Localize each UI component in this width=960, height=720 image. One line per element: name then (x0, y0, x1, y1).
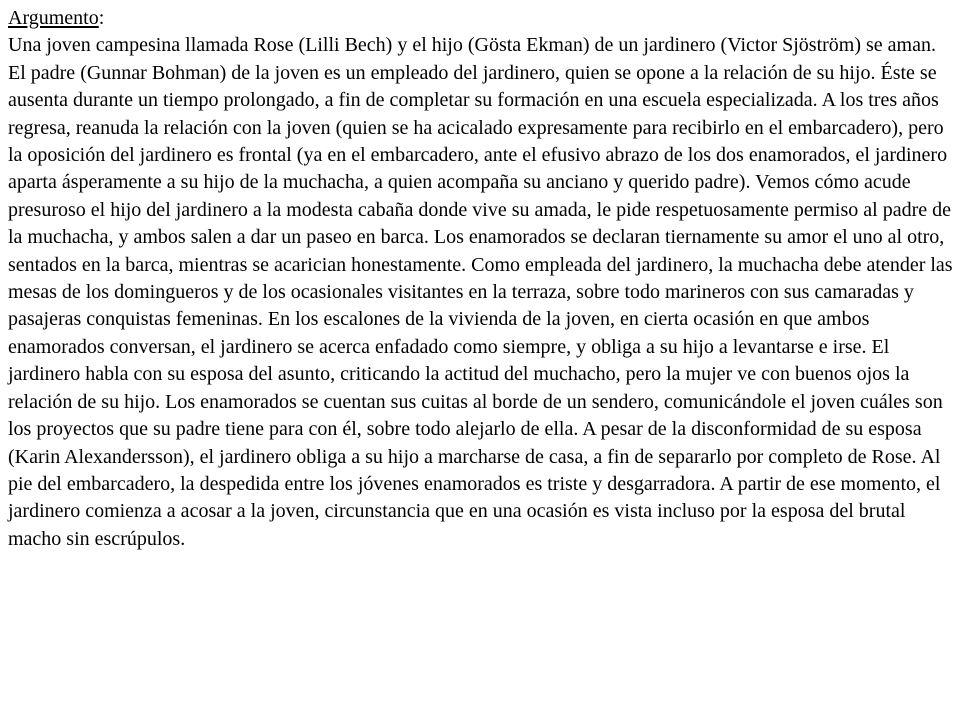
heading-colon: : (98, 7, 105, 29)
heading-line (8, 5, 954, 32)
section-heading: Argumento (8, 7, 99, 29)
synopsis-paragraph: Una joven campesina llamada Rose (Lilli Bech) y el hijo (Gösta Ekman) de un jardinero (Victor Sjöström) se aman. El padre (Gunnar Bohman) de la joven es un empleado del jardinero, quien se opone a la relación de su hijo. Éste se ausenta durante un tiempo prolongado, a fin de completar su formación en una escuela especializada. A los tres años regresa, reanuda la relación con la joven (quien se ha acicalado expresamente para recibirlo en el embarcadero), pero la oposición del jardinero es frontal (ya en el embarcadero, ante el efusivo abrazo de los dos enamorados, el jardinero aparta ásperamente a su hijo de la muchacha, a quien acompaña su anciano y querido padre). Vemos cómo acude presuroso el hijo del jardinero a la modesta cabaña donde vive su amada, le pide respetuosamente permiso al padre de la muchacha, y ambos salen a dar un paseo en barca. Los enamorados se declaran tiernamente su amor el uno al otro, sentados en la barca, mientras se acarician honestamente. Como empleada del jardinero, la muchacha debe atender las mesas de los domingueros y de los ocasionales visitantes en la terraza, sobre todo marineros con sus camaradas y pasajeras conquistas femeninas. En los escalones de la vivienda de la joven, en cierta ocasión en que ambos enamorados conversan, el jardinero se acerca enfadado como siempre, y obliga a su hijo a levantarse e irse. El jardinero habla con su esposa del asunto, criticando la actitud del muchacho, pero la mujer ve con buenos ojos la relación de su hijo. Los enamorados se cuentan sus cuitas al borde de un sendero, comunicándole el joven cuáles son los proyectos que su padre tiene para con él, sobre todo alejarlo de ella. A pesar de la disconformidad de su esposa (Karin Alexandersson), el jardinero obliga a su hijo a marcharse de casa, a fin de separarlo por completo de Rose. Al pie del embarcadero, la despedida entre los jóvenes enamorados es triste y desgarradora. A partir de ese momento, el jardinero comienza a acosar a la joven, circunstancia que en una ocasión es vista incluso por la esposa del brutal macho sin escrúpulos. (8, 34, 953, 550)
document (8, 5, 954, 553)
